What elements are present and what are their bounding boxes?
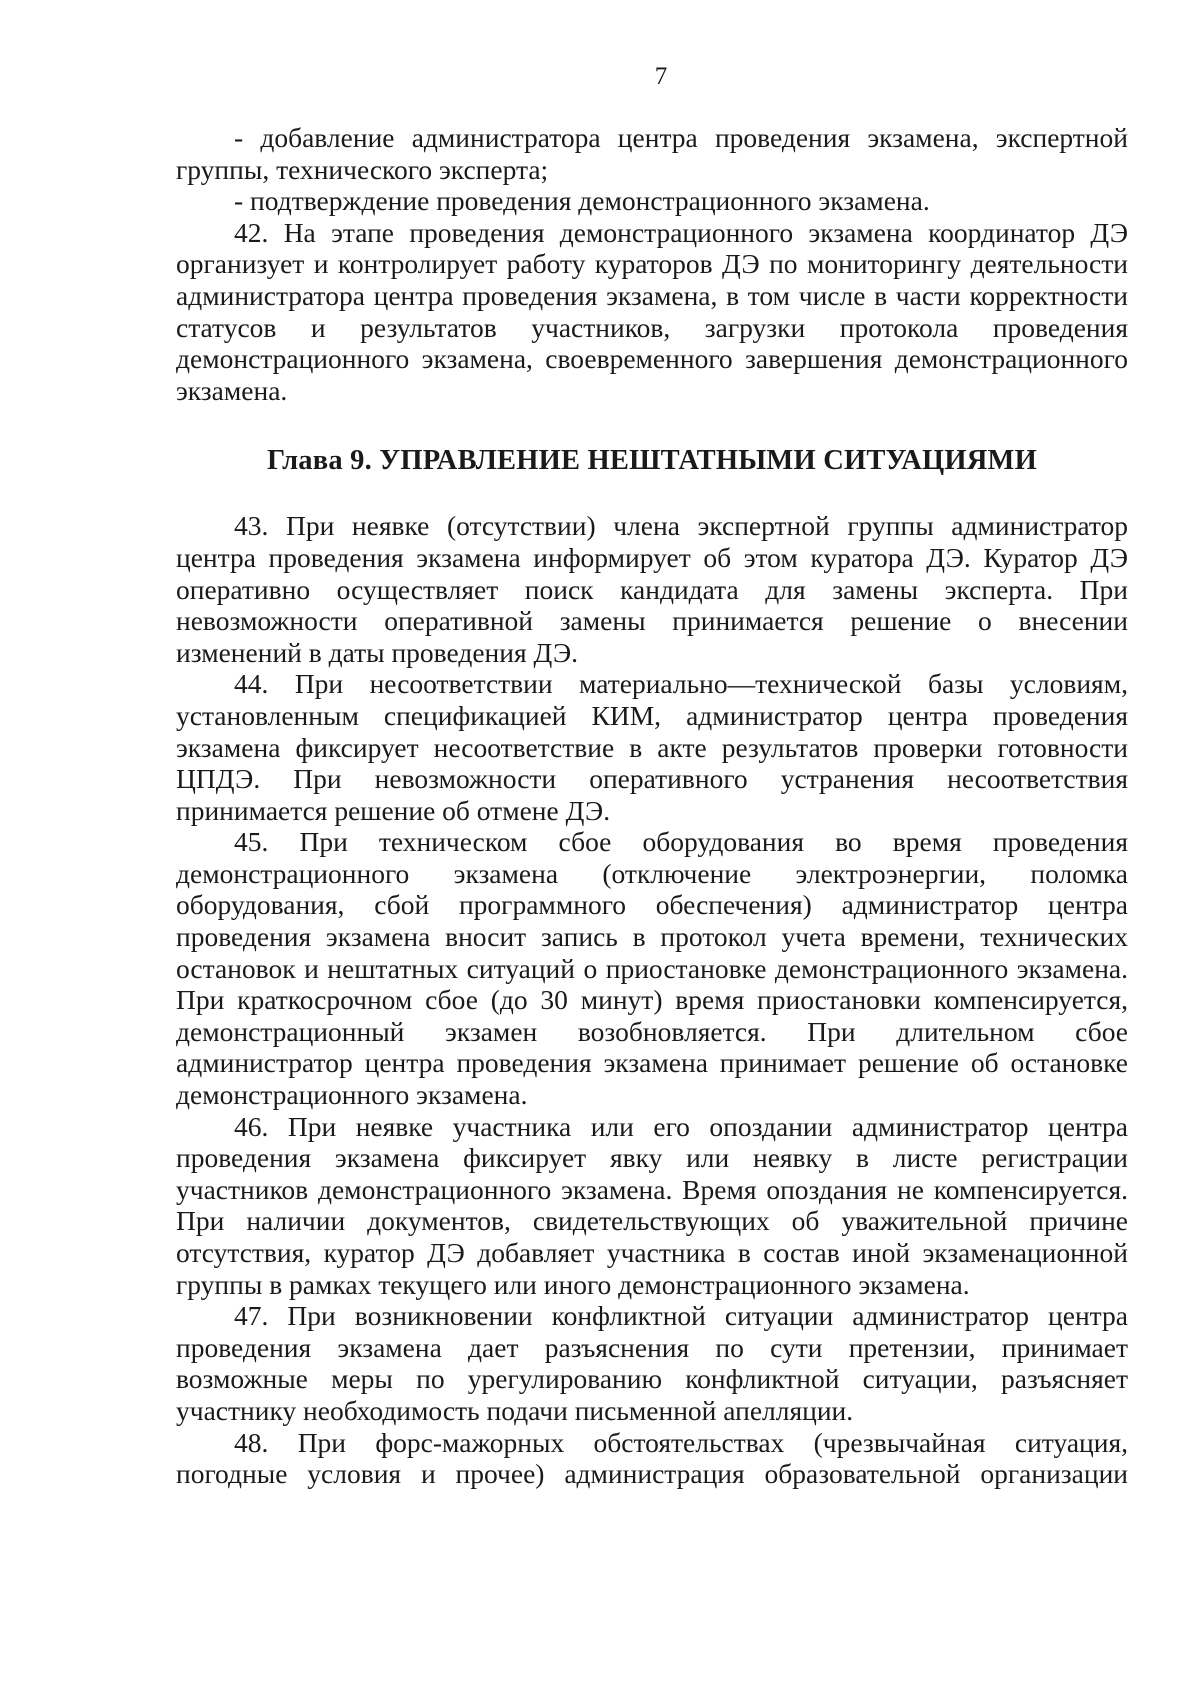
list-item-confirm-exam: - подтверждение проведения демонстрационного экзамена. — [234, 185, 930, 217]
page-number: 7 — [654, 63, 668, 90]
paragraph-46: 46. При неявке участника или его опоздании администратор центра проведения экзамена фиксирует явку или неявку в листе регистрации участников демонстрационного экзамена. Время опоздания не компенсируется. При наличии документов, свидетельствующих об уважительной причине отсутствия, куратор ДЭ добавляет участника в состав иной экзаменационной группы в рамках текущего или иного демонстрационного экзамена. — [176, 1110, 1128, 1300]
paragraph-45: 45. При техническом сбое оборудования во время проведения демонстрационного экзамена (отключение электроэнергии, поломка оборудования, сбой программного обеспечения) администратор центра проведения экзамена вносит запись в протокол учета времени, технических остановок и нештатных ситуаций о приостановке демонстрационного экзамена. При краткосрочном сбое (до 30 минут) время приостановки компенсируется, демонстрационный экзамен возобновляется. При длительном сбое администратор центра проведения экзамена принимает решение об остановке демонстрационного экзамена. — [176, 826, 1128, 1111]
list-item-add-administrator: - добавление администратора центра проведения экзамена, экспертной группы, технического эксперта; — [176, 122, 1128, 185]
document-page — [176, 62, 1128, 1490]
paragraph-43: 43. При неявке (отсутствии) члена экспертной группы администратор центра проведения экзамена информирует об этом куратора ДЭ. Куратор ДЭ оперативно осуществляет поиск кандидата для замены эксперта. При невозможности оперативной замены принимается решение о внесении изменений в даты проведения ДЭ. — [176, 510, 1128, 668]
paragraph-48: 48. При форс-мажорных обстоятельствах (чрезвычайная ситуация, погодные условия и прочее) администрация образовательной организации — [176, 1426, 1128, 1490]
paragraph-47: 47. При возникновении конфликтной ситуации администратор центра проведения экзамена дает разъяснения по сути претензии, принимает возможные меры по урегулированию конфликтной ситуации, разъясняет участнику необходимость подачи письменной апелляции. — [176, 1300, 1128, 1426]
chapter-title: Глава 9. УПРАВЛЕНИЕ НЕШТАТНЫМИ СИТУАЦИЯМИ — [267, 445, 1037, 477]
paragraph-44: 44. При несоответствии материально—технической базы условиям, установленным спецификацией КИМ, администратор центра проведения экзамена фиксирует несоответствие в акте результатов проверки готовности ЦПДЭ. При невозможности оперативного устранения несоответствия принимается решение об отмене ДЭ. — [176, 668, 1128, 826]
paragraph-42: 42. На этапе проведения демонстрационного экзамена координатор ДЭ организует и контролирует работу кураторов ДЭ по мониторингу деятельности администратора центра проведения экзамена, в том числе в части корректности статусов и результатов участников, загрузки протокола проведения демонстрационного экзамена, своевременного завершения демонстрационного экзамена. — [176, 216, 1128, 406]
